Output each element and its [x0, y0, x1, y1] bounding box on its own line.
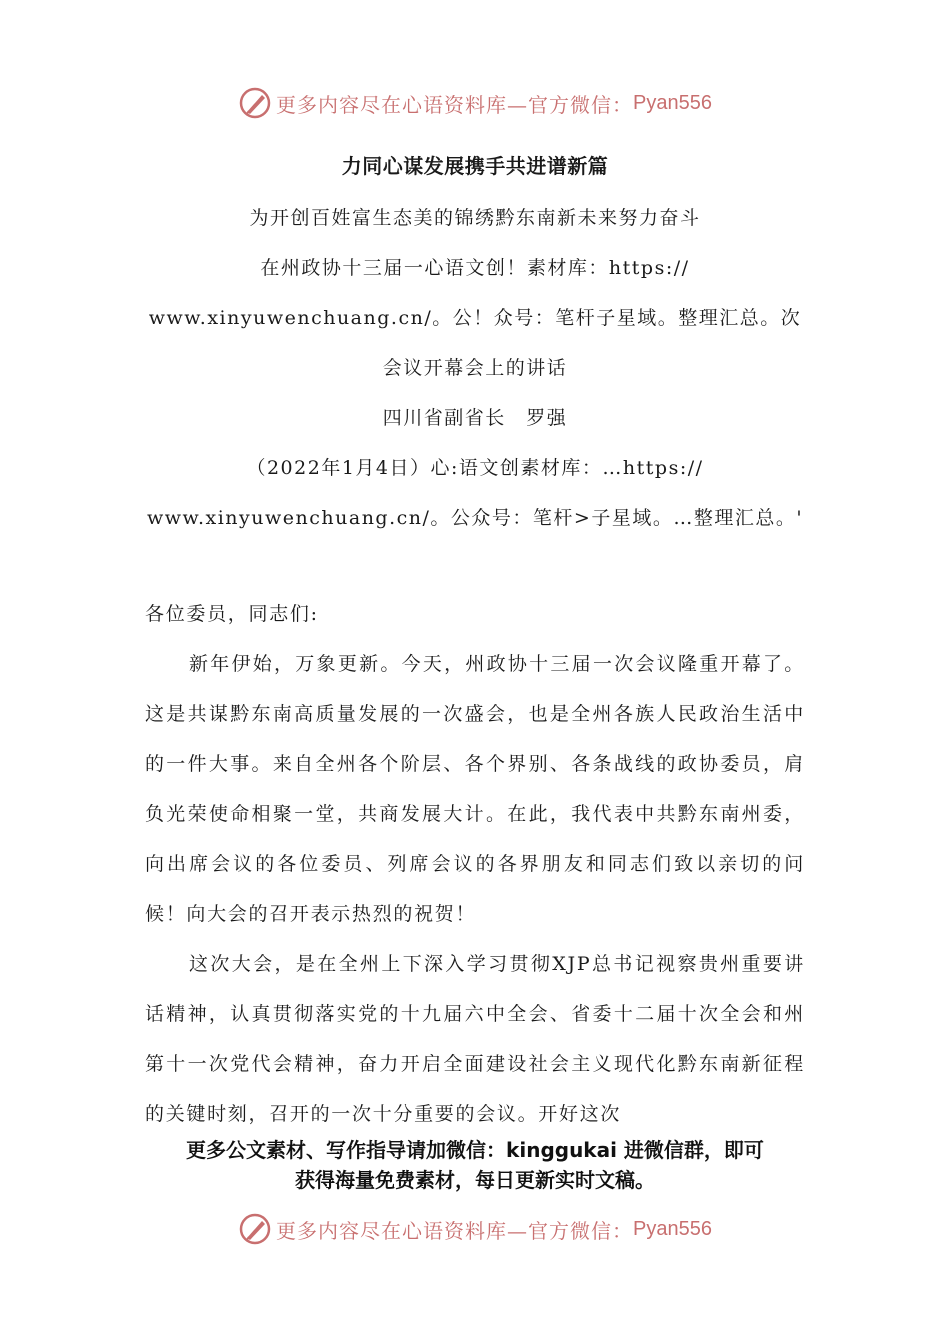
paragraph: 这次大会，是在全州上下深入学习贯彻XJP总书记视察贵州重要讲话精神，认真贯彻落实党的十九届六中全会、省委十二届十次全会和州第十一次党代会精神，奋力开启全面建设社会主义现代化黔东南新征程的关键时刻，召开的一次十分重要的会议。开好这次 — [145, 953, 805, 1125]
watermark-wechat-id: Pyan556 — [633, 1217, 712, 1240]
promo-banner — [100, 1135, 850, 1195]
date-line: （2022年1月4日）心:语文创素材库：…https:// — [246, 457, 704, 479]
promo-line-1: 更多公文素材、写作指导请加微信：kinggukai 进微信群，即可 — [186, 1138, 764, 1162]
paragraph: 新年伊始，万象更新。今天，州政协十三届一次会议隆重开幕了。这是共谋黔东南高质量发展的一次盛会，也是全州各族人民政治生活中的一件大事。来自全州各个阶层、各个界别、各条战线的政协委员，肩负光荣使命相聚一堂，共商发展大计。在此，我代表中共黔东南州委，向出席会议的各位委员、列席会议的各界朋友和同志们致以亲切的问候！向大会的召开表示热烈的祝贺！ — [145, 653, 805, 925]
salutation: 各位委员，同志们: — [145, 603, 319, 625]
speech-body — [145, 589, 805, 1139]
watermark-wechat-id: Pyan556 — [633, 91, 712, 114]
quill-logo-icon — [238, 86, 272, 120]
occasion-line-2: www.xinyuwenchuang.cn/。公！众号：笔杆子星域。整理汇总。次 — [148, 307, 802, 329]
source-line: www.xinyuwenchuang.cn/。公众号：笔杆>子星域。…整理汇总。' — [146, 507, 804, 529]
watermark-footer — [0, 1209, 950, 1249]
occasion-line-1: 在州政协十三届一心语文创！素材库：https:// — [260, 257, 690, 279]
speaker-line: 四川省副省长 罗强 — [382, 407, 568, 429]
document-title: 力同心谋发展携手共进谱新篇 — [341, 154, 609, 178]
watermark-text: 更多内容尽在心语资料库—官方微信： — [276, 92, 634, 117]
watermark-header — [0, 83, 950, 123]
document-subtitle: 为开创百姓富生态美的锦绣黔东南新未来努力奋斗 — [249, 207, 701, 229]
watermark-text: 更多内容尽在心语资料库—官方微信： — [276, 1218, 634, 1243]
quill-logo-icon — [238, 1212, 272, 1246]
promo-line-2: 获得海量免费素材，每日更新实时文稿。 — [295, 1168, 655, 1192]
occasion-line-3: 会议开幕会上的讲话 — [382, 357, 568, 379]
